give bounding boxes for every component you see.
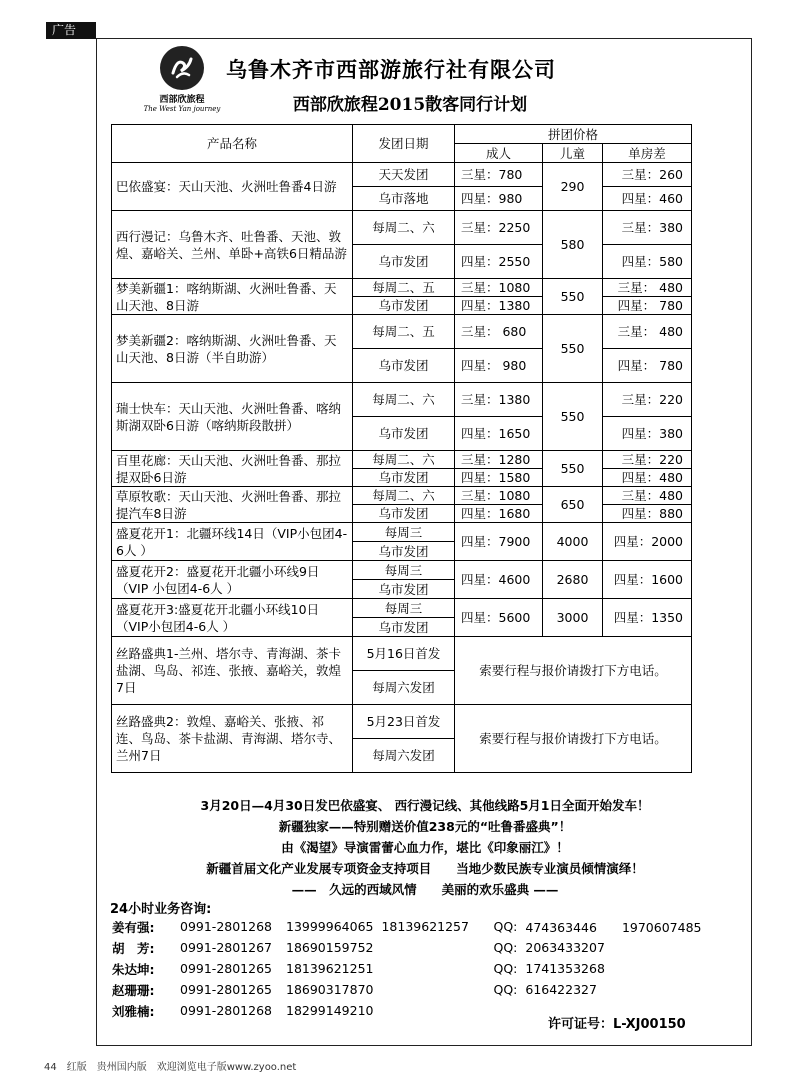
adult-price: 四星：2550 (455, 245, 543, 279)
product-name: 草原牧歌：天山天池、火洲吐鲁番、那拉提汽车8日游 (112, 487, 353, 523)
single-supplement: 三星：260 (603, 163, 692, 187)
notice-line: 由《渴望》导演雷蕾心血力作，堪比《印象丽江》！ (281, 840, 569, 855)
departure-date: 乌市发团 (353, 618, 455, 637)
table-row (112, 315, 692, 349)
contact-qq: 2063433207 (525, 940, 605, 955)
contact-mobile-2[interactable] (377, 1000, 489, 1021)
single-supplement: 四星：480 (603, 469, 692, 487)
product-name: 梦美新疆1：喀纳斯湖、火洲吐鲁番、天山天池、8日游 (112, 279, 353, 315)
departure-date: 乌市发团 (353, 417, 455, 451)
departure-date: 乌市发团 (353, 542, 455, 561)
contact-tel[interactable]: 0991-2801265 (180, 961, 272, 976)
adult-price: 四星：980 (455, 187, 543, 211)
product-name: 丝路盛典2：敦煌、嘉峪关、张掖、祁连、鸟岛、茶卡盐湖、青海湖、塔尔寺、兰州7日 (112, 705, 353, 773)
contact-mobile[interactable]: 18690317870 (286, 982, 374, 997)
single-supplement: 三星：220 (603, 383, 692, 417)
product-name: 盛夏花开1：北疆环线14日（VIP小包团4-6人 ） (112, 523, 353, 561)
single-supplement: 三星： 480 (603, 315, 692, 349)
contact-name: 姜有强: (112, 919, 155, 935)
product-name: 梦美新疆2：喀纳斯湖、火洲吐鲁番、天山天池、8日游（半自助游） (112, 315, 353, 383)
departure-date: 每周二、六 (353, 383, 455, 417)
single-supplement: 四星：880 (603, 505, 692, 523)
license-number: 许可证号：L-XJ00150 (548, 1017, 686, 1032)
contact-name: 胡 芳: (112, 940, 155, 956)
table-row (112, 487, 692, 505)
plan-title: 西部欣旅程2015散客同行计划 (292, 95, 528, 115)
contact-tel[interactable]: 0991-2801268 (180, 1003, 272, 1018)
contact-row (108, 979, 705, 1000)
qq-label: QQ: (493, 919, 518, 934)
departure-date: 乌市发团 (353, 245, 455, 279)
contact-mobile-2[interactable] (377, 937, 489, 958)
adult-price: 三星：1280 (455, 451, 543, 469)
contact-tel[interactable]: 0991-2801265 (180, 982, 272, 997)
header-single-supplement: 单房差 (603, 144, 692, 163)
departure-date: 乌市发团 (353, 580, 455, 599)
product-name: 西行漫记：乌鲁木齐、吐鲁番、天池、敦煌、嘉峪关、兰州、单卧+高铁6日精品游 (112, 211, 353, 279)
product-name: 丝路盛典1-兰州、塔尔寺、青海湖、茶卡盐湖、鸟岛、祁连、张掖、嘉峪关，敦煌7日 (112, 637, 353, 705)
price-inquiry-note: 索要行程与报价请拨打下方电话。 (455, 705, 692, 773)
departure-date: 每周三 (353, 523, 455, 542)
departure-date: 乌市发团 (353, 349, 455, 383)
qq-label: QQ: (493, 940, 518, 955)
single-supplement: 四星：1600 (603, 561, 692, 599)
departure-date: 天天发团 (353, 163, 455, 187)
notice-line: —— 久远的西域风情 美丽的欢乐盛典 —— (291, 882, 559, 897)
adult-price: 三星：1380 (455, 383, 543, 417)
single-supplement: 四星： 780 (603, 297, 692, 315)
single-supplement: 四星：2000 (603, 523, 692, 561)
contact-heading: 24小时业务咨询: (110, 902, 212, 917)
adult-price: 四星： 980 (455, 349, 543, 383)
child-price: 3000 (543, 599, 603, 637)
contact-tel[interactable]: 0991-2801267 (180, 940, 272, 955)
single-supplement: 四星：380 (603, 417, 692, 451)
qq-label (489, 1000, 521, 1021)
single-supplement: 四星：460 (603, 187, 692, 211)
adult-price: 三星：780 (455, 163, 543, 187)
departure-date: 5月23日首发 (353, 705, 455, 739)
product-name: 巴依盛宴：天山天池、火洲吐鲁番4日游 (112, 163, 353, 211)
product-name: 百里花廊：天山天池、火洲吐鲁番、那拉提双卧6日游 (112, 451, 353, 487)
company-name: 乌鲁木齐市西部游旅行社有限公司 (226, 58, 556, 82)
adult-price: 四星：1580 (455, 469, 543, 487)
header-child: 儿童 (543, 144, 603, 163)
contact-row (108, 916, 705, 937)
departure-date: 每周三 (353, 561, 455, 580)
product-name: 盛夏花开3:盛夏花开北疆小环线10日（VIP小包团4-6人 ） (112, 599, 353, 637)
child-price: 550 (543, 383, 603, 451)
departure-date: 乌市落地 (353, 187, 455, 211)
contact-qq: 474363446 1970607485 (525, 919, 702, 935)
table-row (112, 705, 692, 739)
contact-name: 赵珊珊: (112, 982, 155, 998)
departure-date: 每周二、五 (353, 315, 455, 349)
contact-mobile[interactable]: 18139621251 (286, 961, 374, 976)
header-date: 发团日期 (353, 125, 455, 163)
table-row (112, 383, 692, 417)
header-adult: 成人 (455, 144, 543, 163)
departure-date: 乌市发团 (353, 469, 455, 487)
logo-english: The West Yan journey (143, 105, 221, 113)
adult-price: 三星：2250 (455, 211, 543, 245)
table-row (112, 523, 692, 542)
single-supplement: 四星：1350 (603, 599, 692, 637)
company-logo (142, 46, 222, 121)
contact-row (108, 958, 705, 979)
qq-label: QQ: (493, 961, 518, 976)
child-price: 550 (543, 315, 603, 383)
single-supplement: 四星： 780 (603, 349, 692, 383)
header-group-price: 拼团价格 (455, 125, 692, 144)
child-price: 580 (543, 211, 603, 279)
notice-line: 新疆独家——特别赠送价值238元的“吐鲁番盛典”！ (278, 819, 572, 834)
contact-mobile[interactable]: 18690159752 (286, 940, 374, 955)
adult-price: 四星：4600 (455, 561, 543, 599)
contact-mobile[interactable]: 13999964065 (286, 919, 374, 934)
table-row (112, 561, 692, 580)
departure-date: 每周六发团 (353, 671, 455, 705)
table-row (112, 599, 692, 618)
contact-row (108, 937, 705, 958)
child-price: 2680 (543, 561, 603, 599)
adult-price: 四星：7900 (455, 523, 543, 561)
departure-date: 每周二、五 (353, 279, 455, 297)
logo-name: 西部欣旅程 (159, 95, 205, 105)
adult-price: 三星： 680 (455, 315, 543, 349)
notice-line: 3月20日—4月30日发巴依盛宴、 西行漫记线、其他线路5月1日全面开始发车！ (200, 798, 650, 813)
departure-date: 乌市发团 (353, 505, 455, 523)
contact-tel[interactable]: 0991-2801268 (180, 919, 272, 934)
departure-date: 每周六发团 (353, 739, 455, 773)
departure-date: 乌市发团 (353, 297, 455, 315)
child-price: 550 (543, 279, 603, 315)
contact-mobile-2[interactable] (377, 958, 489, 979)
product-name: 盛夏花开2：盛夏花开北疆小环线9日（VIP 小包团4-6人 ） (112, 561, 353, 599)
product-name: 瑞士快车：天山天池、火洲吐鲁番、喀纳斯湖双卧6日游（喀纳斯段散拼） (112, 383, 353, 451)
table-row (112, 163, 692, 187)
single-supplement: 三星：220 (603, 451, 692, 469)
tour-price-table (111, 124, 692, 773)
departure-date: 5月16日首发 (353, 637, 455, 671)
single-supplement: 三星： 480 (603, 279, 692, 297)
contact-name: 刘雅楠: (112, 1003, 155, 1019)
contact-mobile[interactable]: 18299149210 (286, 1003, 374, 1018)
table-row (112, 451, 692, 469)
adult-price: 三星：1080 (455, 279, 543, 297)
logo-emblem-icon (160, 46, 204, 90)
child-price: 650 (543, 487, 603, 523)
adult-price: 三星：1080 (455, 487, 543, 505)
adult-price: 四星：1650 (455, 417, 543, 451)
child-price: 4000 (543, 523, 603, 561)
contact-table (108, 916, 705, 1021)
adult-price: 四星：1380 (455, 297, 543, 315)
promo-notices (100, 795, 750, 900)
page-footer: 44 红版 贵州国内版 欢迎浏览电子版www.zyoo.net (44, 1062, 297, 1073)
header-product: 产品名称 (112, 125, 353, 163)
departure-date: 每周二、六 (353, 487, 455, 505)
single-supplement: 三星：380 (603, 211, 692, 245)
departure-date: 每周二、六 (353, 211, 455, 245)
table-row (112, 279, 692, 297)
table-row (112, 637, 692, 671)
child-price: 550 (543, 451, 603, 487)
ad-tag: 广告 (46, 22, 96, 39)
notice-line: 新疆首届文化产业发展专项资金支持项目 当地少数民族专业演员倾情演绎！ (206, 861, 644, 876)
adult-price: 四星：1680 (455, 505, 543, 523)
contact-mobile-2[interactable] (377, 979, 489, 1000)
contact-qq: 616422327 (525, 982, 597, 997)
child-price: 290 (543, 163, 603, 211)
qq-label: QQ: (493, 982, 518, 997)
adult-price: 四星：5600 (455, 599, 543, 637)
price-inquiry-note: 索要行程与报价请拨打下方电话。 (455, 637, 692, 705)
table-row (112, 211, 692, 245)
departure-date: 每周三 (353, 599, 455, 618)
single-supplement: 三星：480 (603, 487, 692, 505)
contact-name: 朱达坤: (112, 961, 155, 977)
contact-mobile-2[interactable]: 18139621257 (381, 919, 469, 934)
contact-qq: 1741353268 (525, 961, 605, 976)
single-supplement: 四星：580 (603, 245, 692, 279)
departure-date: 每周二、六 (353, 451, 455, 469)
